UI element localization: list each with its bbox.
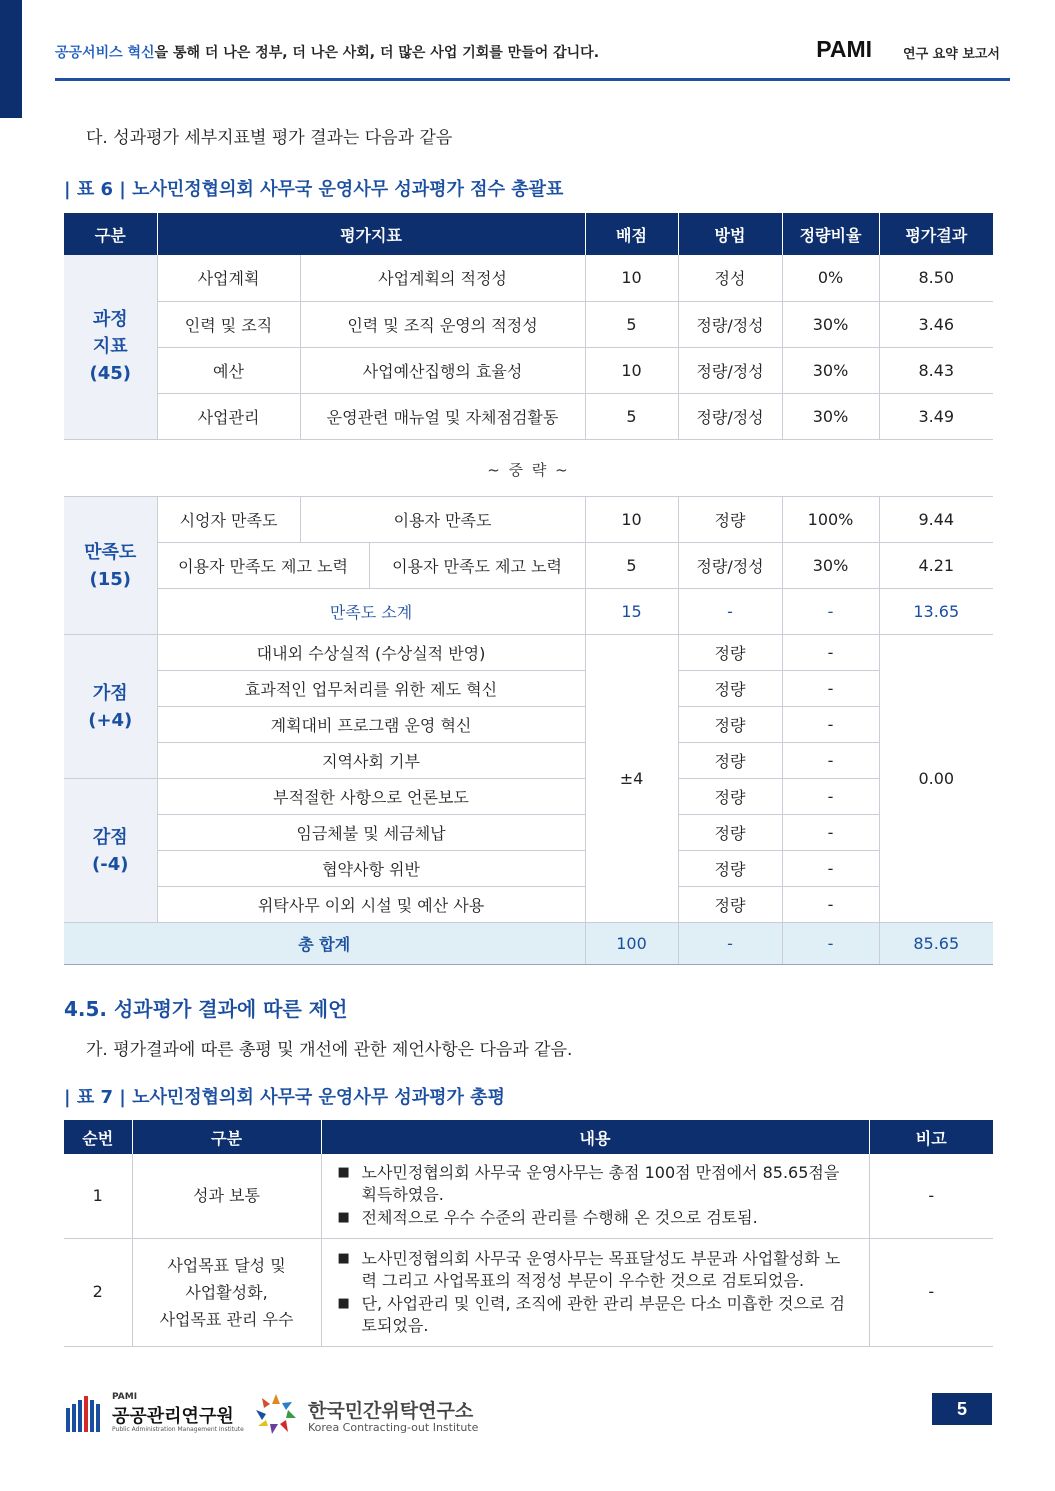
- kci-logo-icon: [254, 1392, 298, 1436]
- kci-logo-en: Korea Contracting-out Institute: [308, 1421, 479, 1434]
- bullet-item: [338, 1162, 855, 1206]
- pami-logo-name: 공공관리연구원: [112, 1406, 234, 1427]
- category-process: [64, 255, 157, 439]
- cell-content: [321, 1154, 869, 1238]
- cell-item: 시엉자 만족도: [157, 497, 300, 543]
- cell-item: 인력 및 조직: [157, 301, 300, 347]
- cell-result: 8.43: [879, 347, 993, 393]
- cell-indicator: 계획대비 프로그램 운영 혁신: [157, 707, 585, 743]
- cell-indicator: 부적절한 사항으로 언론보도: [157, 779, 585, 815]
- category-satisfaction: [64, 497, 157, 635]
- intro-line: 다. 성과평가 세부지표별 평가 결과는 다음과 같음: [86, 128, 453, 148]
- bullet-item: [338, 1293, 855, 1337]
- header-brand: PAMI: [816, 36, 872, 62]
- omitted-note: ~ 중 략 ~: [487, 461, 570, 479]
- cell-item: 이용자 만족도 제고 노력: [157, 543, 369, 589]
- cell-points: 10: [585, 255, 678, 301]
- cell-item: 사업관리: [157, 393, 300, 439]
- edge-accent-bar: [0, 0, 22, 118]
- cell-note: -: [869, 1238, 993, 1346]
- total-method: -: [678, 923, 782, 965]
- table-row: [64, 815, 993, 851]
- th-indicator: 평가지표: [157, 213, 585, 255]
- category-line: 성과 보통: [193, 1186, 260, 1206]
- cell-method: 정량/정성: [678, 347, 782, 393]
- bonus-penalty-points: ±4: [585, 635, 678, 923]
- th-no: 순번: [64, 1120, 132, 1154]
- category-line: 사업목표 관리 우수: [159, 1309, 294, 1329]
- category-line: 만족도: [84, 541, 137, 563]
- cell-indicator: 임금체불 및 세금체납: [157, 815, 585, 851]
- subtotal-row: [64, 589, 993, 635]
- table-row: [64, 851, 993, 887]
- bonus-penalty-result: 0.00: [879, 635, 993, 923]
- cell-category: [132, 1154, 321, 1238]
- page-header: [55, 38, 1010, 81]
- cell-item: 예산: [157, 347, 300, 393]
- cell-ratio: -: [782, 779, 879, 815]
- cell-method: 정성: [678, 255, 782, 301]
- bullet-item: [338, 1248, 855, 1292]
- table-row: [64, 497, 993, 543]
- kci-logo: [254, 1392, 484, 1436]
- cell-points: 10: [585, 347, 678, 393]
- cell-no: 1: [64, 1154, 132, 1238]
- table6-caption: | 표 6 | 노사민정협의회 사무국 운영사무 성과평가 점수 총괄표: [64, 179, 564, 200]
- pami-logo: [64, 1392, 254, 1436]
- table-row: [64, 671, 993, 707]
- cell-indicator: 이용자 만족도: [300, 497, 585, 543]
- section-line: 가. 평가결과에 따른 총평 및 개선에 관한 제언사항은 다음과 같음.: [86, 1040, 573, 1060]
- th-ratio: 정량비율: [782, 213, 879, 255]
- category-line: 감점: [92, 826, 128, 848]
- category-line: 과정: [92, 309, 128, 331]
- category-line: 지표: [92, 336, 128, 358]
- table-row: [64, 543, 993, 589]
- category-line: 가점: [92, 682, 128, 704]
- total-label: 총 합계: [64, 923, 585, 965]
- cell-ratio: -: [782, 635, 879, 671]
- cell-method: 정량: [678, 743, 782, 779]
- cell-ratio: -: [782, 743, 879, 779]
- slogan-highlight: 공공서비스 혁신: [55, 45, 155, 61]
- cell-method: 정량/정성: [678, 543, 782, 589]
- category-line: (15): [89, 568, 131, 590]
- cell-method: 정량/정성: [678, 393, 782, 439]
- cell-method: 정량: [678, 887, 782, 923]
- cell-ratio: -: [782, 671, 879, 707]
- table-row: [64, 707, 993, 743]
- subtotal-ratio: -: [782, 589, 879, 635]
- category-line: 사업활성화,: [185, 1282, 268, 1302]
- cell-points: 10: [585, 497, 678, 543]
- table-row: [64, 887, 993, 923]
- cell-indicator: 운영관련 매뉴얼 및 자체점검활동: [300, 393, 585, 439]
- bullet-square-icon: ■: [337, 1295, 350, 1311]
- cell-result: 3.46: [879, 301, 993, 347]
- cell-indicator: 효과적인 업무처리를 위한 제도 혁신: [157, 671, 585, 707]
- cell-ratio: -: [782, 851, 879, 887]
- cell-no: 2: [64, 1238, 132, 1346]
- bullet-item: [338, 1207, 855, 1229]
- slogan-rest: 을 통해 더 나은 정부, 더 나은 사회, 더 많은 사업 기회를 만들어 갑니다.: [154, 45, 600, 61]
- cell-method: 정량: [678, 671, 782, 707]
- pami-logo-icon: [64, 1392, 108, 1436]
- category-line: (45): [89, 363, 131, 385]
- bullet-text: 전체적으로 우수 수준의 관리를 수행해 온 것으로 검토됨.: [361, 1208, 758, 1228]
- cell-indicator: 협약사항 위반: [157, 851, 585, 887]
- bullet-square-icon: ■: [337, 1210, 350, 1226]
- cell-points: 5: [585, 301, 678, 347]
- cell-method: 정량: [678, 851, 782, 887]
- table-row: [64, 779, 993, 815]
- cell-method: 정량: [678, 497, 782, 543]
- th-points: 배점: [585, 213, 678, 255]
- category-line: 사업목표 달성 및: [167, 1255, 286, 1275]
- category-penalty: [64, 779, 157, 923]
- bullet-text: 노사민정협의회 사무국 운영사무는 총점 100점 만점에서 85.65점을 획득하였음.: [361, 1163, 840, 1205]
- table7-caption: | 표 7 | 노사민정협의회 사무국 운영사무 성과평가 총평: [64, 1087, 505, 1108]
- cell-note: -: [869, 1154, 993, 1238]
- cell-ratio: 0%: [782, 255, 879, 301]
- table-row: [64, 1154, 993, 1238]
- table-row: [64, 301, 993, 347]
- cell-content: [321, 1238, 869, 1346]
- cell-indicator: 사업계획의 적정성: [300, 255, 585, 301]
- category-line: (-4): [92, 853, 129, 875]
- kci-logo-name: 한국민간위탁연구소: [308, 1400, 474, 1422]
- subtotal-result: 13.65: [879, 589, 993, 635]
- bullet-square-icon: ■: [337, 1250, 350, 1266]
- cell-ratio: 30%: [782, 393, 879, 439]
- th-category: 구분: [132, 1120, 321, 1154]
- th-category: 구분: [64, 213, 157, 255]
- subtotal-points: 15: [585, 589, 678, 635]
- subtotal-method: -: [678, 589, 782, 635]
- table6-process: [64, 213, 993, 440]
- category-bonus: [64, 635, 157, 779]
- cell-method: 정량: [678, 707, 782, 743]
- page-number: 5: [932, 1393, 992, 1425]
- cell-indicator: 대내외 수상실적 (수상실적 반영): [157, 635, 585, 671]
- bullet-text: 노사민정협의회 사무국 운영사무는 목표달성도 부문과 사업활성화 노력 그리고 사업목표의 적정성 부문이 우수한 것으로 검토되었음.: [361, 1248, 841, 1290]
- table-row: [64, 635, 993, 671]
- cell-indicator: 지역사회 기부: [157, 743, 585, 779]
- cell-ratio: 30%: [782, 301, 879, 347]
- cell-method: 정량: [678, 779, 782, 815]
- pami-logo-en: Public Administration Management Institute: [112, 1426, 244, 1433]
- cell-category: [132, 1238, 321, 1346]
- cell-ratio: -: [782, 815, 879, 851]
- th-note: 비고: [869, 1120, 993, 1154]
- table-row: [64, 1238, 993, 1346]
- cell-indicator: 이용자 만족도 제고 노력: [369, 543, 585, 589]
- header-slogan: [55, 42, 599, 62]
- category-line: (+4): [88, 709, 133, 731]
- table-row: [64, 743, 993, 779]
- th-method: 방법: [678, 213, 782, 255]
- total-ratio: -: [782, 923, 879, 965]
- cell-ratio: 100%: [782, 497, 879, 543]
- cell-points: 5: [585, 393, 678, 439]
- total-row: [64, 923, 993, 965]
- total-points: 100: [585, 923, 678, 965]
- th-result: 평가결과: [879, 213, 993, 255]
- cell-result: 9.44: [879, 497, 993, 543]
- total-result: 85.65: [879, 923, 993, 965]
- cell-result: 4.21: [879, 543, 993, 589]
- table6-rest: [64, 496, 993, 965]
- cell-indicator: 위탁사무 이외 시설 및 예산 사용: [157, 887, 585, 923]
- section-title: 4.5. 성과평가 결과에 따른 제언: [64, 997, 348, 1021]
- bullet-square-icon: ■: [337, 1165, 350, 1181]
- table-row: [64, 393, 993, 439]
- cell-result: 3.49: [879, 393, 993, 439]
- cell-indicator: 인력 및 조직 운영의 적정성: [300, 301, 585, 347]
- cell-method: 정량/정성: [678, 301, 782, 347]
- table7-header-row: [64, 1120, 993, 1154]
- cell-method: 정량: [678, 815, 782, 851]
- table-row: [64, 255, 993, 301]
- table6-header-row: [64, 213, 993, 255]
- cell-ratio: 30%: [782, 543, 879, 589]
- subtotal-label: 만족도 소계: [157, 589, 585, 635]
- cell-item: 사업계획: [157, 255, 300, 301]
- cell-ratio: -: [782, 887, 879, 923]
- cell-result: 8.50: [879, 255, 993, 301]
- cell-indicator: 사업예산집행의 효율성: [300, 347, 585, 393]
- table-row: [64, 347, 993, 393]
- table7: [64, 1120, 993, 1347]
- header-doc-type: 연구 요약 보고서: [903, 47, 1000, 62]
- cell-ratio: -: [782, 707, 879, 743]
- th-content: 내용: [321, 1120, 869, 1154]
- cell-ratio: 30%: [782, 347, 879, 393]
- bullet-text: 단, 사업관리 및 인력, 조직에 관한 관리 부문은 다소 미흡한 것으로 검토되었음.: [361, 1293, 845, 1335]
- cell-method: 정량: [678, 635, 782, 671]
- cell-points: 5: [585, 543, 678, 589]
- pami-logo-small: PAMI: [112, 1392, 138, 1402]
